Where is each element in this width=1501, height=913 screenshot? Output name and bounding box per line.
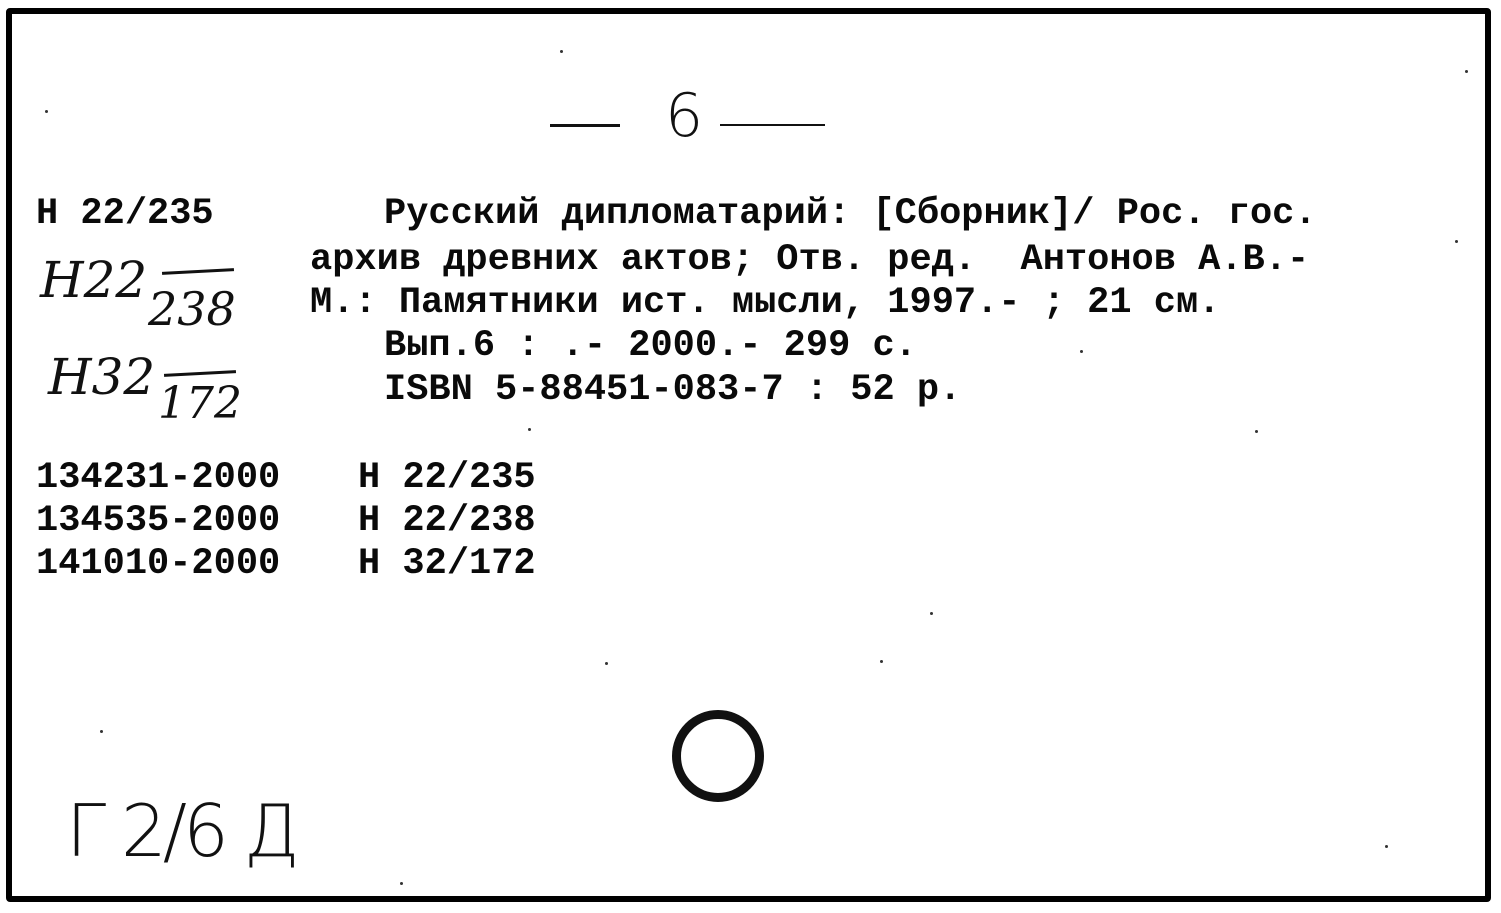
punch-hole	[672, 710, 764, 802]
handwritten-mark-prefix: Н32	[48, 348, 156, 406]
handwritten-mark-number: 172	[158, 378, 242, 429]
speck	[528, 428, 531, 431]
accession-code: Н 32/172	[358, 543, 536, 585]
entry-line-1: Русский дипломатарий: [Сборник]/ Рос. гос.	[384, 193, 1317, 235]
accession-number: 134535-2000	[36, 500, 281, 542]
handwritten-mark-number: 238	[148, 282, 236, 336]
left-dash	[550, 124, 620, 127]
entry-line-3: М.: Памятники ист. мысли, 1997.- ; 21 см.	[310, 282, 1221, 324]
speck	[100, 730, 103, 733]
right-dash	[720, 124, 825, 126]
bottom-handwritten-note: Г 2/6 Д	[66, 789, 296, 873]
entry-line-5: ISBN 5-88451-083-7 : 52 р.	[384, 369, 962, 411]
accession-code: Н 22/238	[358, 500, 536, 542]
page-number-area	[540, 80, 840, 160]
accession-code: Н 22/235	[358, 457, 536, 499]
shelf-mark: Н 22/235	[36, 193, 214, 235]
speck	[1465, 70, 1468, 73]
page-number: 6	[665, 81, 704, 151]
accession-number: 134231-2000	[36, 457, 281, 499]
speck	[1455, 240, 1458, 243]
speck	[605, 662, 608, 665]
speck	[1080, 350, 1083, 353]
entry-line-2: архив древних актов; Отв. ред. Антонов А.В.-	[310, 239, 1310, 281]
accession-number: 141010-2000	[36, 543, 281, 585]
speck	[880, 660, 883, 663]
speck	[930, 612, 933, 615]
speck	[1385, 845, 1388, 848]
speck	[400, 882, 403, 885]
speck	[1255, 430, 1258, 433]
speck	[45, 110, 48, 113]
handwritten-mark-prefix: Н22	[40, 251, 148, 309]
entry-line-4: Вып.6 : .- 2000.- 299 с.	[384, 325, 917, 367]
speck	[560, 50, 563, 53]
